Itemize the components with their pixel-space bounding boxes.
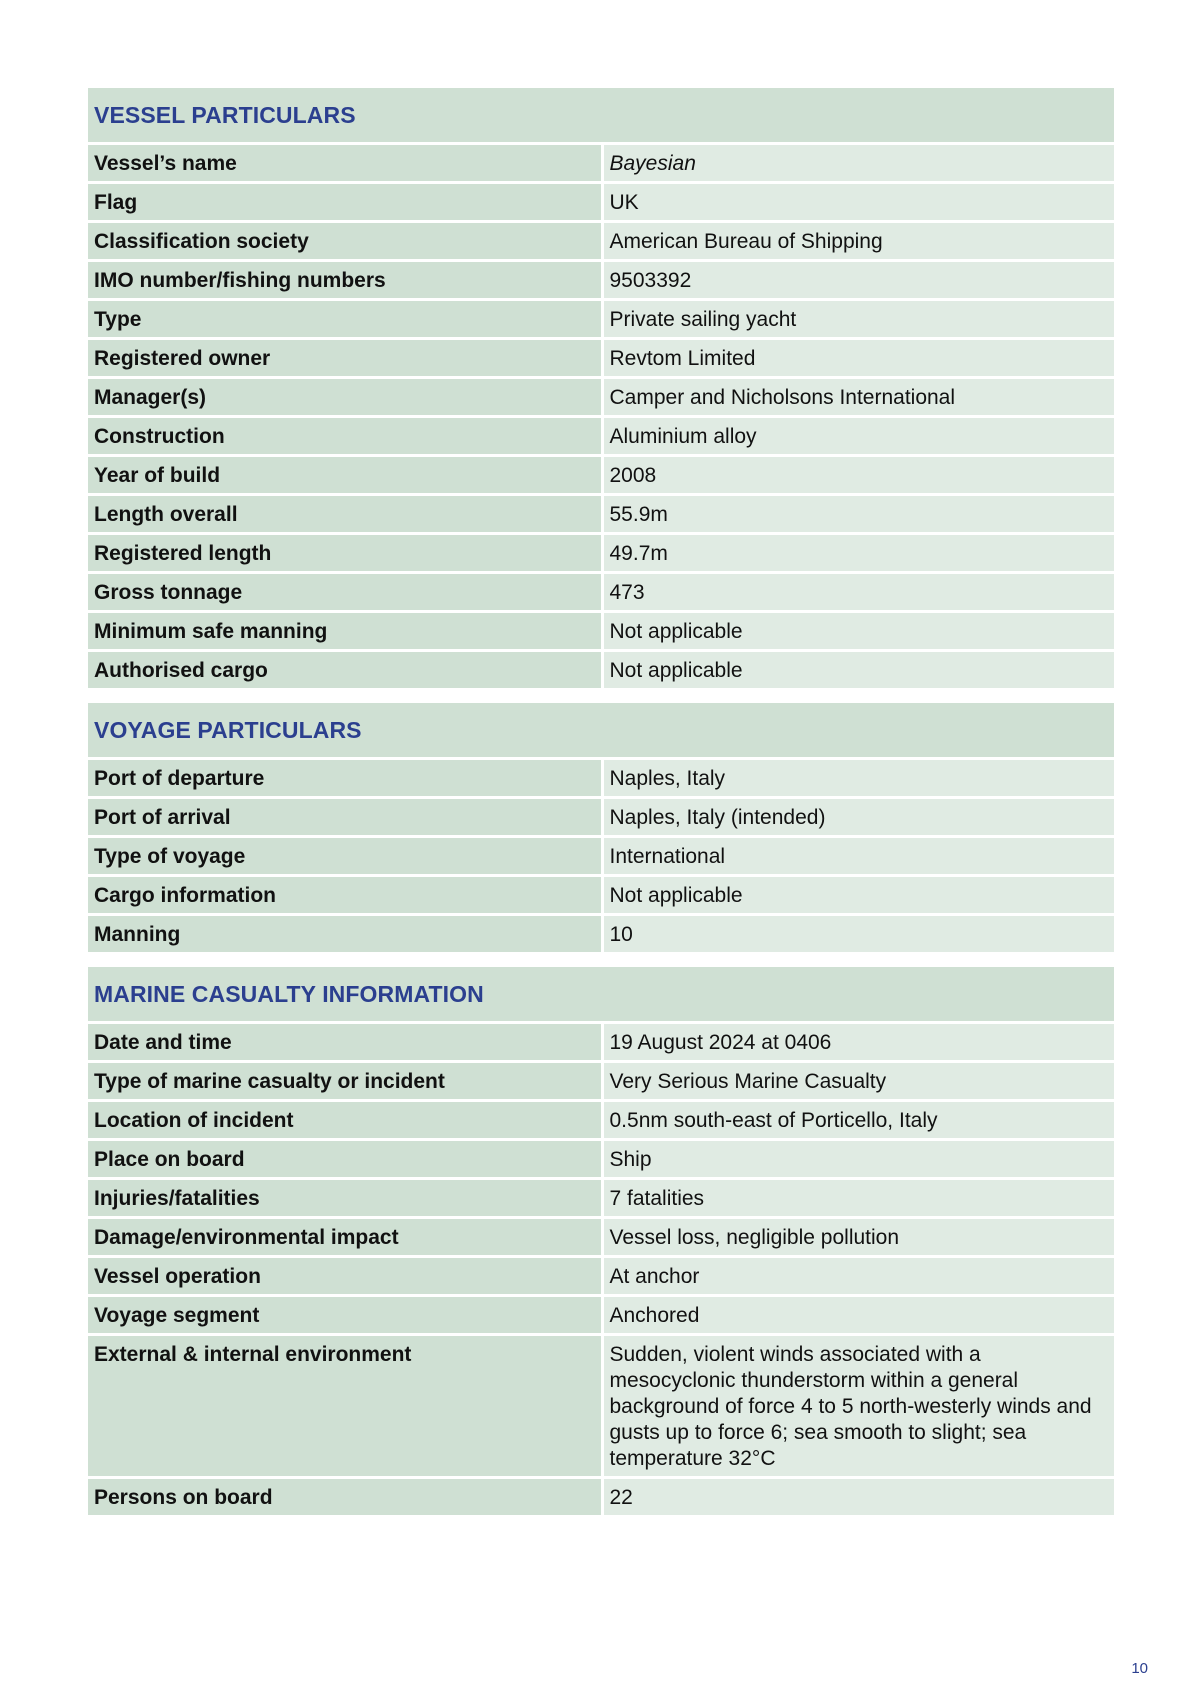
table-row xyxy=(88,300,1114,339)
row-value: Ship xyxy=(602,1140,1114,1179)
table-row xyxy=(88,915,1114,954)
row-label: Persons on board xyxy=(88,1478,602,1517)
table-row xyxy=(88,837,1114,876)
row-label: Registered owner xyxy=(88,339,602,378)
row-label: Registered length xyxy=(88,534,602,573)
row-label: Cargo information xyxy=(88,876,602,915)
row-value: 55.9m xyxy=(602,495,1114,534)
row-value: 473 xyxy=(602,573,1114,612)
row-label: Port of arrival xyxy=(88,798,602,837)
voyage-particulars-table xyxy=(88,703,1114,955)
table-row xyxy=(88,456,1114,495)
table-row xyxy=(88,534,1114,573)
row-label: Voyage segment xyxy=(88,1296,602,1335)
row-value: Camper and Nicholsons International xyxy=(602,378,1114,417)
row-label: Date and time xyxy=(88,1023,602,1062)
row-label: Location of incident xyxy=(88,1101,602,1140)
row-value: Not applicable xyxy=(602,612,1114,651)
row-label: Minimum safe manning xyxy=(88,612,602,651)
row-label: Classification society xyxy=(88,222,602,261)
row-label: Type xyxy=(88,300,602,339)
table-row xyxy=(88,1257,1114,1296)
row-label: Manager(s) xyxy=(88,378,602,417)
vessel-particulars-table xyxy=(88,88,1114,691)
row-value: Private sailing yacht xyxy=(602,300,1114,339)
row-label: Place on board xyxy=(88,1140,602,1179)
row-label: Type of marine casualty or incident xyxy=(88,1062,602,1101)
table-row xyxy=(88,651,1114,690)
row-label: External & internal environment xyxy=(88,1335,602,1478)
row-value: 7 fatalities xyxy=(602,1179,1114,1218)
row-value: 2008 xyxy=(602,456,1114,495)
row-value: 49.7m xyxy=(602,534,1114,573)
section-header-row xyxy=(88,703,1114,759)
row-label: Gross tonnage xyxy=(88,573,602,612)
row-value: Sudden, violent winds associated with a mesocyclonic thunderstorm within a general background of force 4 to 5 north-westerly winds and gusts up to force 6; sea smooth to slight; sea temperature 32°C xyxy=(602,1335,1114,1478)
table-row xyxy=(88,1296,1114,1335)
table-row xyxy=(88,1179,1114,1218)
marine-casualty-table xyxy=(88,967,1114,1518)
table-row xyxy=(88,573,1114,612)
table-row xyxy=(88,183,1114,222)
table-row xyxy=(88,612,1114,651)
row-value: 19 August 2024 at 0406 xyxy=(602,1023,1114,1062)
row-value: 0.5nm south-east of Porticello, Italy xyxy=(602,1101,1114,1140)
row-label: Manning xyxy=(88,915,602,954)
row-label: Port of departure xyxy=(88,759,602,798)
table-row xyxy=(88,144,1114,183)
document-body xyxy=(88,88,1114,1530)
row-value: 22 xyxy=(602,1478,1114,1517)
row-value: Aluminium alloy xyxy=(602,417,1114,456)
row-value: Naples, Italy xyxy=(602,759,1114,798)
table-row xyxy=(88,1478,1114,1517)
row-label: Year of build xyxy=(88,456,602,495)
row-value: American Bureau of Shipping xyxy=(602,222,1114,261)
row-label: Authorised cargo xyxy=(88,651,602,690)
table-row xyxy=(88,759,1114,798)
row-label: Vessel’s name xyxy=(88,144,602,183)
row-label: Length overall xyxy=(88,495,602,534)
table-row xyxy=(88,1140,1114,1179)
row-value: 10 xyxy=(602,915,1114,954)
row-value: Revtom Limited xyxy=(602,339,1114,378)
table-row xyxy=(88,222,1114,261)
table-row xyxy=(88,876,1114,915)
row-label: Injuries/fatalities xyxy=(88,1179,602,1218)
table-row xyxy=(88,417,1114,456)
row-value: UK xyxy=(602,183,1114,222)
section-header-row xyxy=(88,967,1114,1023)
row-label: Type of voyage xyxy=(88,837,602,876)
row-value: Not applicable xyxy=(602,876,1114,915)
row-value: Vessel loss, negligible pollution xyxy=(602,1218,1114,1257)
table-row xyxy=(88,798,1114,837)
row-value: Not applicable xyxy=(602,651,1114,690)
table-row xyxy=(88,378,1114,417)
row-value: Naples, Italy (intended) xyxy=(602,798,1114,837)
row-label: IMO number/fishing numbers xyxy=(88,261,602,300)
section-title: VOYAGE PARTICULARS xyxy=(88,703,1114,759)
table-row xyxy=(88,1062,1114,1101)
row-label: Damage/environmental impact xyxy=(88,1218,602,1257)
row-value: Anchored xyxy=(602,1296,1114,1335)
row-value: Very Serious Marine Casualty xyxy=(602,1062,1114,1101)
row-value: Bayesian xyxy=(602,144,1114,183)
table-row xyxy=(88,261,1114,300)
section-title: MARINE CASUALTY INFORMATION xyxy=(88,967,1114,1023)
section-header-row xyxy=(88,88,1114,144)
table-row xyxy=(88,1023,1114,1062)
row-label: Vessel operation xyxy=(88,1257,602,1296)
table-row xyxy=(88,1335,1114,1478)
table-row xyxy=(88,339,1114,378)
table-row xyxy=(88,1101,1114,1140)
section-title: VESSEL PARTICULARS xyxy=(88,88,1114,144)
row-value: International xyxy=(602,837,1114,876)
page-number: 10 xyxy=(1131,1660,1148,1677)
table-row xyxy=(88,1218,1114,1257)
row-label: Construction xyxy=(88,417,602,456)
row-label: Flag xyxy=(88,183,602,222)
row-value: At anchor xyxy=(602,1257,1114,1296)
table-row xyxy=(88,495,1114,534)
row-value: 9503392 xyxy=(602,261,1114,300)
